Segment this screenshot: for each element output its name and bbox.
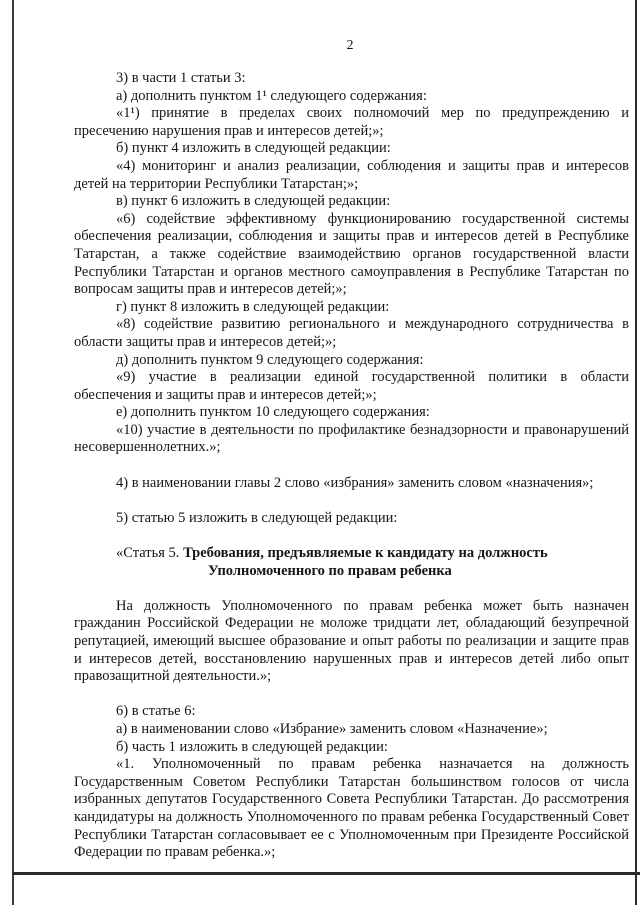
paragraph: б) пункт 4 изложить в следующей редакции: [116, 140, 391, 157]
scan-edge-right [635, 0, 637, 905]
paragraph: «9) участие в реализации единой государственной политики в области обеспечения и защиты прав и интересов детей;»; [74, 369, 629, 403]
article-prefix: «Статья 5. [116, 545, 180, 562]
paragraph: 5) статью 5 изложить в следующей редакции: [116, 509, 398, 526]
document-body [74, 70, 629, 862]
paragraph: «8) содействие развитию регионального и международного сотрудничества в области защиты прав и интересов детей;»; [74, 316, 629, 350]
paragraph: е) дополнить пунктом 10 следующего содержания: [116, 404, 430, 421]
paragraph: а) дополнить пунктом 1¹ следующего содержания: [116, 87, 427, 104]
article-title-line2: Уполномоченного по правам ребенка [208, 562, 452, 579]
paragraph: На должность Уполномоченного по правам ребенка может быть назначен гражданин Российской Федерации не моложе тридцати лет, обладающий безупречной репутацией, имеющий высшее образование и опыт работы по реализации и защите прав и интересов детей, восстановлению нарушенных прав и интересов детей либо опыт правозащитной деятельности.»; [74, 597, 629, 685]
paragraph: а) в наименовании слово «Избрание» заменить словом «Назначение»; [116, 720, 548, 737]
page-number: 2 [346, 38, 354, 53]
paragraph: 6) в статье 6: [116, 703, 196, 720]
paragraph: б) часть 1 изложить в следующей редакции: [116, 738, 388, 755]
paragraph: «1. Уполномоченный по правам ребенка назначается на должность Государственным Советом Республики Татарстан большинством голосов от числа избранных депутатов Государственного Совета Республики Татарстан. До рассмотрения кандидатуры на должность Уполномоченного по правам ребенка Государственный Совет Республики Татарстан согласовывает ее с Уполномоченным при Президенте Российской Федерации по правам ребенка.»; [74, 756, 629, 861]
article-title-line1: Требования, предъявляемые к кандидату на должность [183, 545, 548, 562]
article-title [74, 545, 629, 580]
spacer [74, 457, 629, 475]
paragraph: «6) содействие эффективному функционированию государственной системы обеспечения реализации, соблюдения и защиты прав и интересов детей в Республике Татарстан, а также содействие взаимодействию органов государственной власти Республики Татарстан и органов местного самоуправления в Республике Татарстан по вопросам защиты прав и интересов детей;»; [74, 210, 629, 298]
paragraph: «10) участие в деятельности по профилактике безнадзорности и правонарушений несовершеннолетних.»; [74, 421, 629, 456]
spacer [74, 492, 629, 510]
paragraph: «4) мониторинг и анализ реализации, соблюдения и защиты прав и интересов детей на территории Республики Татарстан;»; [74, 157, 629, 192]
spacer [74, 580, 629, 598]
paragraph: д) дополнить пунктом 9 следующего содержания: [116, 351, 424, 368]
paragraph: 4) в наименовании главы 2 слово «избрания» заменить словом «назначения»; [116, 474, 594, 491]
spacer [74, 527, 629, 545]
spacer [74, 686, 629, 704]
paragraph: в) пункт 6 изложить в следующей редакции: [116, 193, 391, 210]
scan-edge-bottom [12, 872, 640, 875]
paragraph: 3) в части 1 статьи 3: [116, 70, 246, 86]
paragraph: г) пункт 8 изложить в следующей редакции: [116, 298, 390, 315]
paragraph: «1¹) принятие в пределах своих полномочий мер по предупреждению и пресечению нарушения прав и интересов детей;»; [74, 105, 629, 139]
scan-edge-left [12, 0, 14, 905]
